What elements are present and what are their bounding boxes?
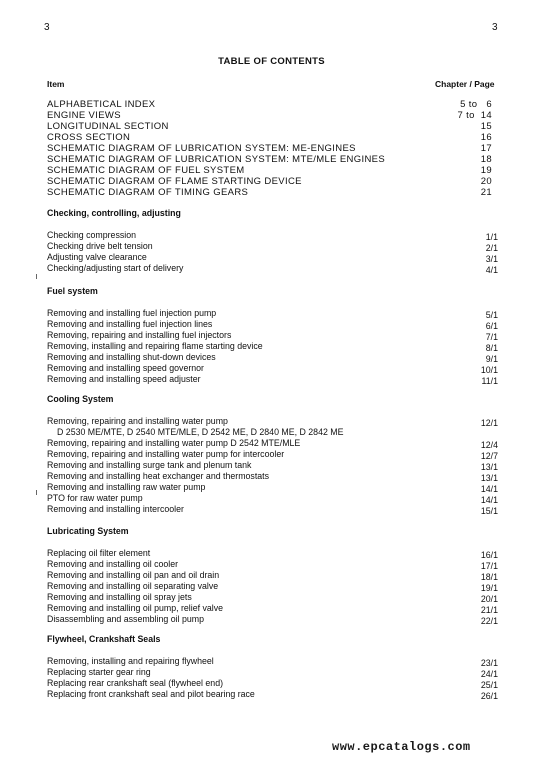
overview-entry-label: SCHEMATIC DIAGRAM OF FUEL SYSTEM: [47, 165, 245, 176]
toc-entry-label: Removing and installing raw water pump: [47, 482, 206, 492]
toc-entry-label: Removing and installing speed adjuster: [47, 374, 201, 384]
toc-entry-label: Removing, installing and repairing flywheel: [47, 656, 214, 666]
toc-entry-page: 5/1: [485, 310, 498, 320]
toc-entry-page: 10/1: [480, 365, 498, 375]
overview-entry-page: 20: [480, 176, 492, 187]
toc-entry-page: 12/4: [480, 440, 498, 450]
section-heading: Fuel system: [47, 286, 98, 296]
toc-entry-label: Checking/adjusting start of delivery: [47, 263, 184, 273]
toc-entry-label: Replacing rear crankshaft seal (flywheel end): [47, 678, 224, 688]
toc-entry-page: 25/1: [480, 680, 498, 690]
toc-entry-page: 24/1: [480, 669, 498, 679]
toc-entry-label: Removing and installing oil cooler: [47, 559, 179, 569]
section-heading: Cooling System: [47, 394, 114, 404]
toc-entry-label: Removing and installing oil spray jets: [47, 592, 192, 602]
toc-entry-page: 13/1: [480, 473, 498, 483]
toc-entry-label: Removing, repairing and installing water pump D 2542 MTE/MLE: [47, 438, 301, 448]
overview-entry-label: CROSS SECTION: [47, 132, 131, 143]
toc-entry-label: Removing and installing surge tank and plenum tank: [47, 460, 252, 470]
toc-entry-label: Removing and installing intercooler: [47, 504, 184, 514]
toc-entry-page: 11/1: [481, 376, 498, 386]
overview-entry-page: 5 to 6: [460, 99, 492, 110]
toc-entry-page: 1/1: [485, 232, 498, 242]
section-heading: Flywheel, Crankshaft Seals: [47, 634, 161, 644]
toc-entry-page: 16/1: [480, 550, 498, 560]
section-heading: Lubricating System: [47, 526, 129, 536]
toc-entry-label: Replacing oil filter element: [47, 548, 151, 558]
overview-entry-label: LONGITUDINAL SECTION: [47, 121, 169, 132]
toc-entry-page: 26/1: [480, 691, 498, 701]
toc-entry-page: 20/1: [480, 594, 498, 604]
toc-entry-label: Removing and installing oil separating valve: [47, 581, 219, 591]
overview-entry-page: 17: [480, 143, 492, 154]
overview-entry-page: 21: [480, 187, 492, 198]
toc-entry-label: Removing, repairing and installing fuel injectors: [47, 330, 232, 340]
toc-entry-label: Removing and installing heat exchanger and thermostats: [47, 471, 270, 481]
toc-entry-page: 19/1: [480, 583, 498, 593]
margin-mark: [36, 274, 37, 279]
toc-entry-page: 22/1: [480, 616, 498, 626]
overview-entry-label: SCHEMATIC DIAGRAM OF TIMING GEARS: [47, 187, 249, 198]
margin-mark: [36, 490, 37, 495]
toc-entry-label: PTO for raw water pump: [47, 493, 143, 503]
toc-entry-label: Removing, installing and repairing flame starting device: [47, 341, 263, 351]
toc-entry-page: 13/1: [480, 462, 498, 472]
toc-entry-page: 3/1: [485, 254, 498, 264]
toc-entry-page: 12/1: [480, 418, 498, 428]
toc-entry-page: 17/1: [480, 561, 498, 571]
overview-entry-page: 15: [480, 121, 492, 132]
toc-entry-label: Removing and installing speed governor: [47, 363, 204, 373]
toc-entry-page: 15/1: [480, 506, 498, 516]
chapter-page-column-header: Chapter / Page: [435, 79, 495, 89]
toc-entry-label: Checking drive belt tension: [47, 241, 153, 251]
watermark-url: www.epcatalogs.com: [332, 740, 471, 754]
toc-entry-page: 2/1: [485, 243, 498, 253]
toc-entry-label: Removing and installing fuel injection pump: [47, 308, 217, 318]
toc-entry-label: Disassembling and assembling oil pump: [47, 614, 204, 624]
toc-entry-page: 6/1: [485, 321, 498, 331]
toc-entry-label: Replacing starter gear ring: [47, 667, 151, 677]
toc-entry-page: 8/1: [485, 343, 498, 353]
toc-entry-page: 4/1: [485, 265, 498, 275]
section-heading: Checking, controlling, adjusting: [47, 208, 181, 218]
toc-entry-label: Adjusting valve clearance: [47, 252, 147, 262]
toc-entry-label: Removing and installing fuel injection lines: [47, 319, 213, 329]
toc-entry-label: Removing, repairing and installing water pump for intercooler: [47, 449, 285, 459]
toc-entry-page: 9/1: [485, 354, 498, 364]
toc-entry-label: Replacing front crankshaft seal and pilot bearing race: [47, 689, 255, 699]
toc-entry-page: 7/1: [485, 332, 498, 342]
page-title: TABLE OF CONTENTS: [218, 56, 325, 67]
item-column-header: Item: [47, 79, 65, 89]
page-number-left: 3: [44, 22, 50, 33]
overview-entry-page: 18: [480, 154, 492, 165]
toc-entry-label: Removing and installing oil pan and oil drain: [47, 570, 220, 580]
overview-entry-label: ALPHABETICAL INDEX: [47, 99, 156, 110]
toc-entry-page: 14/1: [480, 495, 498, 505]
overview-entry-label: ENGINE VIEWS: [47, 110, 121, 121]
toc-entry-page: 23/1: [480, 658, 498, 668]
page-number-right: 3: [492, 22, 498, 33]
overview-entry-page: 16: [480, 132, 492, 143]
toc-entry-page: 12/7: [480, 451, 498, 461]
toc-entry-sublabel: D 2530 ME/MTE, D 2540 MTE/MLE, D 2542 ME, D 2840 ME, D 2842 ME: [57, 427, 344, 437]
toc-entry-page: 14/1: [480, 484, 498, 494]
toc-entry-label: Removing, repairing and installing water pump: [47, 416, 228, 426]
overview-entry-label: SCHEMATIC DIAGRAM OF LUBRICATION SYSTEM: ME-ENGINES: [47, 143, 356, 154]
toc-entry-label: Removing and installing shut-down devices: [47, 352, 216, 362]
overview-entry-label: SCHEMATIC DIAGRAM OF LUBRICATION SYSTEM: MTE/MLE ENGINES: [47, 154, 386, 165]
toc-entry-label: Removing and installing oil pump, relief valve: [47, 603, 224, 613]
overview-entry-label: SCHEMATIC DIAGRAM OF FLAME STARTING DEVICE: [47, 176, 302, 187]
toc-entry-page: 18/1: [480, 572, 498, 582]
toc-entry-label: Checking compression: [47, 230, 136, 240]
toc-entry-page: 21/1: [480, 605, 498, 615]
overview-entry-page: 7 to 14: [457, 110, 492, 121]
overview-entry-page: 19: [480, 165, 492, 176]
